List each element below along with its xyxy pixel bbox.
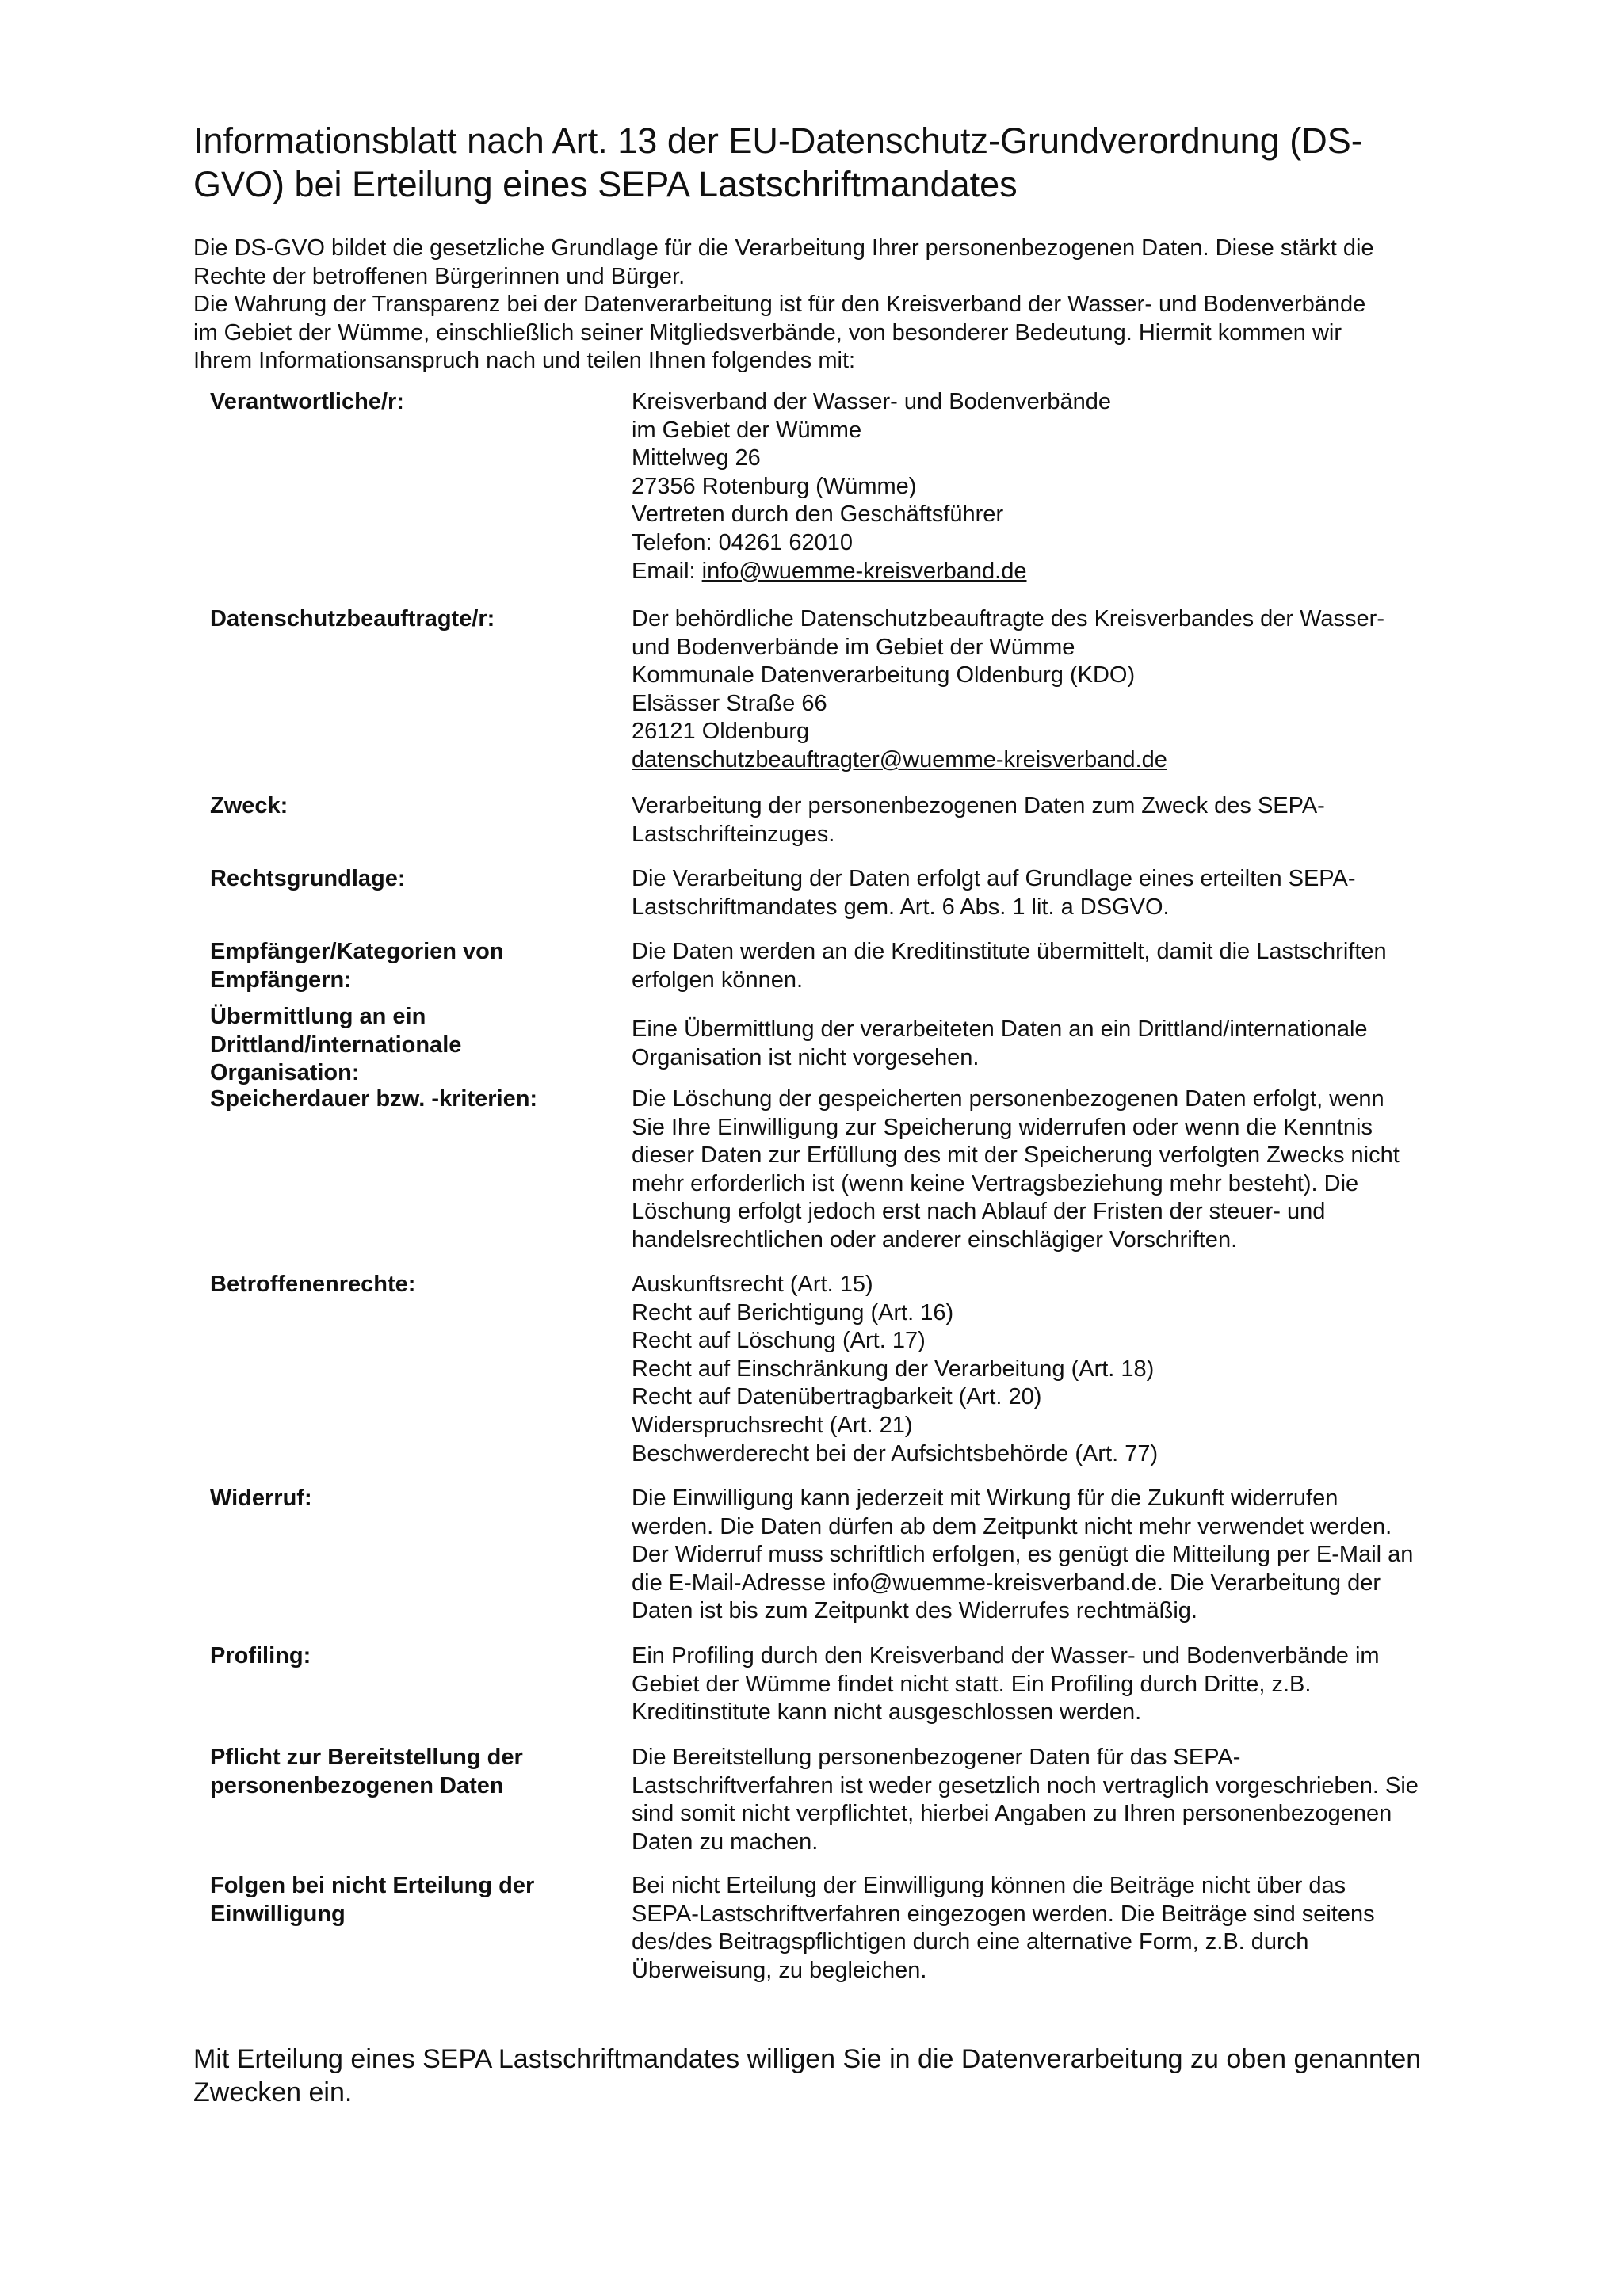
row-label-line: Betroffenenrechte: [210, 1272, 416, 1297]
row-value-line: Eine Übermittlung der verarbeiteten Daten an ein Drittland/internationale [632, 1016, 1368, 1042]
row-value [632, 1485, 1503, 1626]
intro-line: Ihrem Informationsanspruch nach und teilen Ihnen folgendes mit: [193, 348, 856, 373]
closing-statement [193, 2042, 1477, 2109]
row-value-line: Die Bereitstellung personenbezogener Daten für das SEPA- [632, 1745, 1241, 1770]
row-value-line: Die Löschung der gespeicherten personenbezogenen Daten erfolgt, wenn [632, 1086, 1384, 1112]
row-label [210, 792, 598, 821]
row-value-line: Recht auf Einschränkung der Verarbeitung (Art. 18) [632, 1356, 1155, 1382]
row-value-line: Recht auf Datenübertragbarkeit (Art. 20) [632, 1384, 1042, 1410]
row-label-line: Empfänger/Kategorien von [210, 939, 504, 964]
row-value-line: Sie Ihre Einwilligung zur Speicherung widerrufen oder wenn die Kenntnis [632, 1114, 1373, 1140]
row-value-line: werden. Die Daten dürfen ab dem Zeitpunkt nicht mehr verwendet werden. [632, 1513, 1392, 1539]
row-label-line: Datenschutzbeauftragte/r: [210, 606, 495, 631]
row-value-line: SEPA-Lastschriftverfahren eingezogen werden. Die Beiträge sind seitens [632, 1901, 1375, 1927]
row-value [632, 1872, 1503, 1985]
row-label [210, 388, 598, 417]
intro-line: Die Wahrung der Transparenz bei der Datenverarbeitung ist für den Kreisverband der Wasser- und Bodenverbände [193, 292, 1366, 317]
intro-line: Die DS-GVO bildet die gesetzliche Grundlage für die Verarbeitung Ihrer personenbezogenen Daten. Diese stärkt die [193, 235, 1374, 261]
row-value-line: Vertreten durch den Geschäftsführer [632, 502, 1004, 528]
row-value-line: und Bodenverbände im Gebiet der Wümme [632, 634, 1075, 660]
row-label [210, 605, 598, 634]
row-value-line: Auskunftsrecht (Art. 15) [632, 1272, 873, 1297]
row-label-line: Zweck: [210, 793, 288, 818]
row-value-line: Daten zu machen. [632, 1829, 819, 1855]
row-value-line: 26121 Oldenburg [632, 719, 810, 745]
row-value-line: Organisation ist nicht vorgesehen. [632, 1044, 980, 1070]
intro-paragraph [193, 235, 1477, 376]
row-value-line: dieser Daten zur Erfüllung des mit der Speicherung verfolgten Zwecks nicht [632, 1142, 1400, 1169]
row-value-line: Die Verarbeitung der Daten erfolgt auf Grundlage eines erteilten SEPA- [632, 866, 1356, 891]
row-label-line: Profiling: [210, 1643, 311, 1669]
row-value-line: Recht auf Löschung (Art. 17) [632, 1328, 926, 1354]
row-value-line: Lastschriftmandates gem. Art. 6 Abs. 1 lit. a DSGVO. [632, 894, 1170, 920]
row-value [632, 938, 1503, 994]
row-label-line: Widerruf: [210, 1486, 312, 1511]
row-value [632, 1271, 1503, 1468]
closing-line: Mit Erteilung eines SEPA Lastschriftmandates willigen Sie in die Datenverarbeitung zu oben genannten [193, 2044, 1422, 2074]
row-value-line: Kommunale Datenverarbeitung Oldenburg (KDO) [632, 662, 1136, 688]
row-value-line: Der Widerruf muss schriftlich erfolgen, es genügt die Mitteilung per E-Mail an [632, 1542, 1414, 1568]
row-value-line: Widerspruchsrecht (Art. 21) [632, 1412, 913, 1438]
row-value-line: Verarbeitung der personenbezogenen Daten zum Zweck des SEPA- [632, 793, 1325, 818]
row-value-line: mehr erforderlich ist (wenn keine Vertragsbeziehung mehr besteht). Die [632, 1170, 1359, 1196]
row-label [210, 1642, 598, 1671]
row-label [210, 865, 598, 894]
row-label-line: personenbezogenen Daten [210, 1772, 504, 1798]
email-link[interactable]: datenschutzbeauftragter@wuemme-kreisverband.de [632, 746, 1167, 772]
row-value [632, 1642, 1503, 1727]
row-value-line: Telefon: 04261 62010 [632, 529, 853, 555]
row-value [632, 1085, 1503, 1255]
row-value-line: sind somit nicht verpflichtet, hierbei Angaben zu Ihren personenbezogenen [632, 1801, 1392, 1827]
row-value-line: Überweisung, zu begleichen. [632, 1957, 927, 1983]
row-value-line: Die Daten werden an die Kreditinstitute übermittelt, damit die Lastschriften [632, 939, 1387, 964]
row-value-line: des/des Beitragspflichtigen durch eine alternative Form, z.B. durch [632, 1929, 1309, 1955]
closing-line: Zwecken ein. [193, 2077, 353, 2107]
row-label-line: Rechtsgrundlage: [210, 866, 406, 891]
email-prefix: Email: [632, 558, 702, 584]
row-value-line: erfolgen können. [632, 967, 804, 993]
row-value-line: Bei nicht Erteilung der Einwilligung können die Beiträge nicht über das [632, 1873, 1346, 1898]
row-label [210, 1003, 598, 1088]
document-title [193, 119, 1477, 206]
row-value-line: Recht auf Berichtigung (Art. 16) [632, 1299, 954, 1325]
row-value-line [632, 558, 1503, 586]
row-value [632, 388, 1503, 585]
row-value [632, 792, 1503, 849]
row-label-line: Verantwortliche/r: [210, 389, 404, 414]
row-value-line: Mittelweg 26 [632, 445, 761, 471]
row-value-line: Löschung erfolgt jedoch erst nach Ablauf der Fristen der steuer- und [632, 1199, 1326, 1225]
row-value-line: Der behördliche Datenschutzbeauftragte des Kreisverbandes der Wasser- [632, 606, 1384, 631]
row-label-line: Pflicht zur Bereitstellung der [210, 1745, 523, 1770]
row-label [210, 1744, 598, 1800]
row-label-line: Einwilligung [210, 1901, 346, 1927]
row-value-line: Kreisverband der Wasser- und Bodenverbände [632, 389, 1112, 414]
email-link[interactable]: info@wuemme-kreisverband.de [701, 558, 1027, 584]
row-label [210, 1872, 598, 1928]
row-value-line: Kreditinstitute kann nicht ausgeschlossen werden. [632, 1699, 1142, 1726]
row-value [632, 1744, 1503, 1856]
row-value-line: Daten ist bis zum Zeitpunkt des Widerrufes rechtmäßig. [632, 1598, 1197, 1624]
row-label [210, 1485, 598, 1513]
row-value [632, 865, 1503, 921]
row-label-line: Drittland/internationale [210, 1032, 462, 1058]
row-value [632, 1016, 1503, 1072]
row-label [210, 938, 598, 994]
row-value-line: 27356 Rotenburg (Wümme) [632, 473, 917, 499]
row-label-line: Folgen bei nicht Erteilung der [210, 1873, 535, 1898]
row-value-line: Lastschriftverfahren ist weder gesetzlich noch vertraglich vorgeschrieben. Sie [632, 1772, 1419, 1798]
row-value-line: Ein Profiling durch den Kreisverband der Wasser- und Bodenverbände im [632, 1643, 1380, 1669]
title-line: Informationsblatt nach Art. 13 der EU-Datenschutz-Grundverordnung (DS- [193, 120, 1363, 161]
row-label-line: Empfängern: [210, 967, 352, 993]
intro-line: Rechte der betroffenen Bürgerinnen und Bürger. [193, 263, 685, 289]
row-value-line: Lastschrifteinzuges. [632, 821, 835, 847]
row-label-line: Speicherdauer bzw. -kriterien: [210, 1086, 538, 1112]
row-value-line: Beschwerderecht bei der Aufsichtsbehörde (Art. 77) [632, 1440, 1159, 1466]
row-value [632, 605, 1503, 775]
row-value-line: im Gebiet der Wümme [632, 417, 862, 443]
row-value-line: Elsässer Straße 66 [632, 690, 827, 716]
row-value-line: handelsrechtlichen oder anderer einschlägiger Vorschriften. [632, 1226, 1238, 1253]
row-label-line: Organisation: [210, 1060, 360, 1086]
row-label-line: Übermittlung an ein [210, 1004, 426, 1029]
intro-line: im Gebiet der Wümme, einschließlich seiner Mitgliedsverbände, von besonderer Bedeutung. Hiermit kommen wir [193, 319, 1342, 345]
row-value-line: die E-Mail-Adresse info@wuemme-kreisverband.de. Die Verarbeitung der [632, 1569, 1381, 1596]
title-line: GVO) bei Erteilung eines SEPA Lastschriftmandates [193, 164, 1018, 204]
row-value-line: Gebiet der Wümme findet nicht statt. Ein Profiling durch Dritte, z.B. [632, 1671, 1312, 1697]
row-label [210, 1271, 598, 1299]
row-label [210, 1085, 598, 1114]
row-value-line: Die Einwilligung kann jederzeit mit Wirkung für die Zukunft widerrufen [632, 1486, 1338, 1511]
